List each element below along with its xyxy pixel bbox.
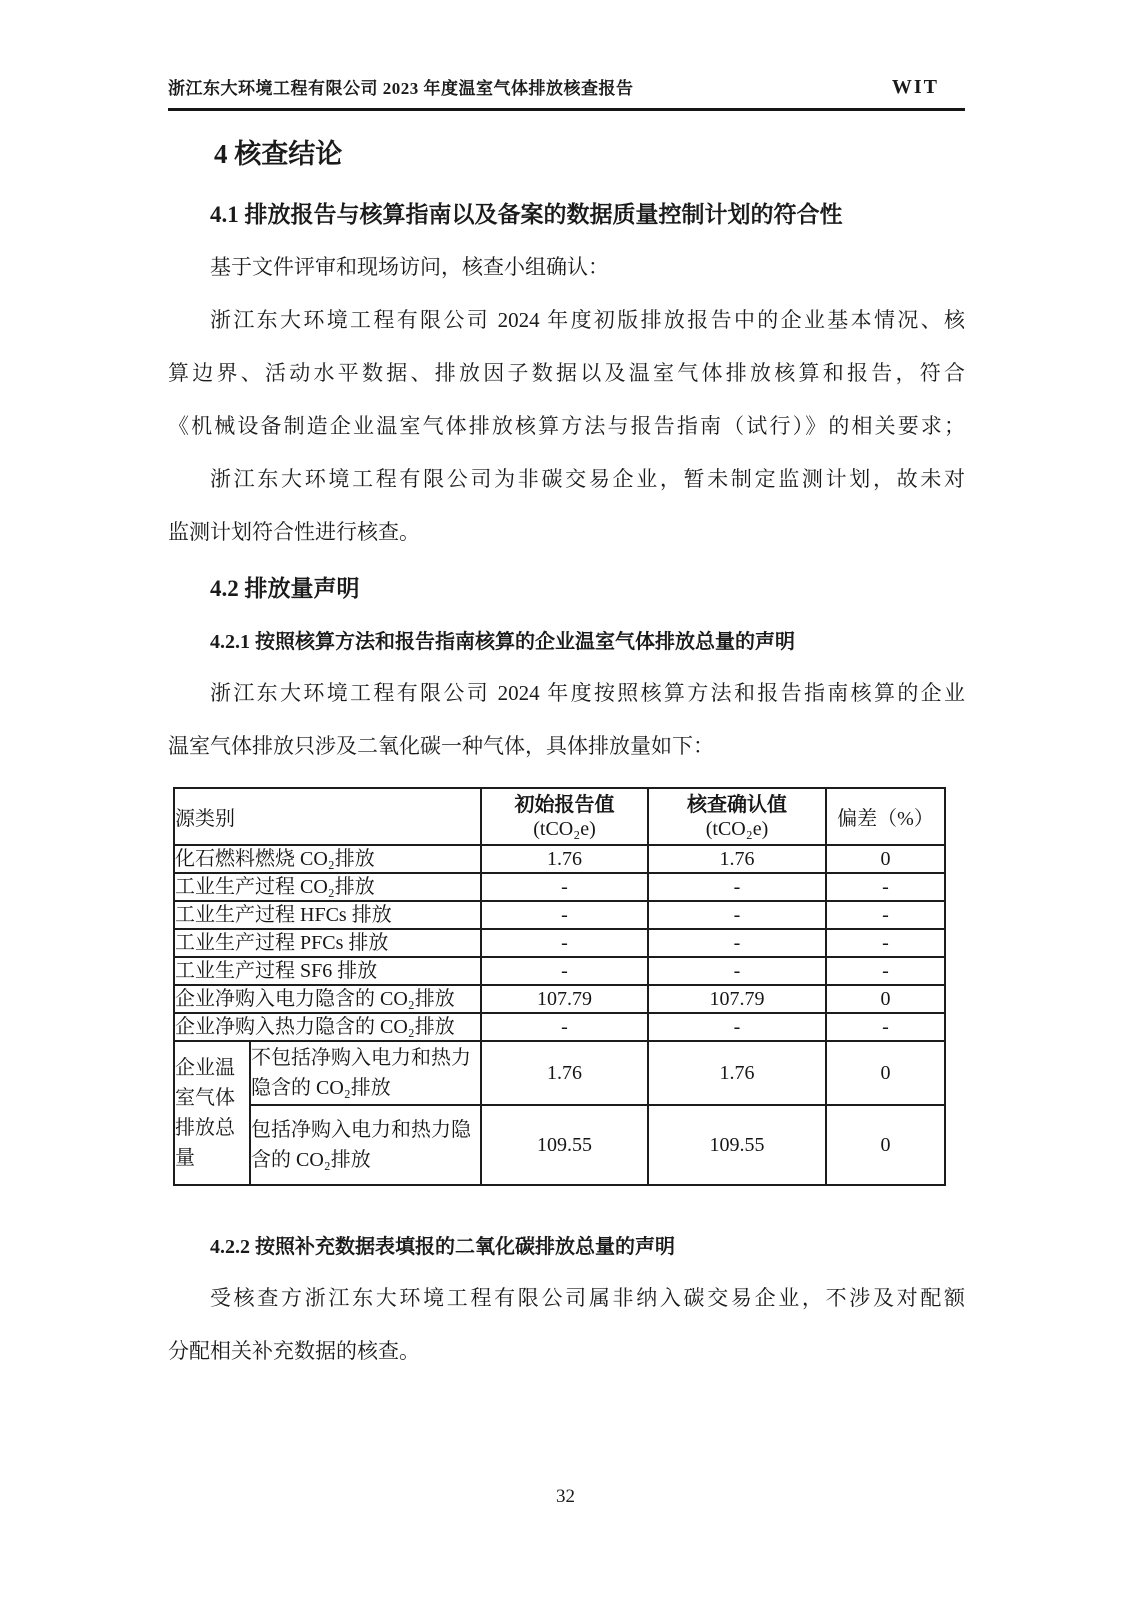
table-cell: -	[481, 929, 648, 957]
table-cell: -	[648, 1013, 826, 1041]
row-label: 工业生产过程 SF6 排放	[174, 957, 481, 985]
table-cell: 1.76	[648, 1041, 826, 1105]
row-label: 化石燃料燃烧 CO₂排放	[174, 845, 481, 873]
paragraph-4-2-1	[168, 667, 965, 773]
paragraph-line: 浙江东大环境工程有限公司 2024 年度初版排放报告中的企业基本情况、核	[210, 308, 965, 332]
row-label: 工业生产过程 CO₂排放	[174, 873, 481, 901]
paragraph-line: 基于文件评审和现场访问，核查小组确认：	[210, 255, 609, 279]
table-cell: 0	[826, 1105, 945, 1185]
table-row-total-excl	[174, 1041, 945, 1105]
table-cell: 109.55	[481, 1105, 648, 1185]
column-header-source: 源类别	[174, 788, 481, 845]
heading-4-2-1: 4.2.1 按照核算方法和报告指南核算的企业温室气体排放总量的声明	[210, 631, 795, 653]
table-cell: -	[826, 873, 945, 901]
table-cell: 0	[826, 1041, 945, 1105]
table-cell: -	[481, 957, 648, 985]
page-number: 32	[556, 1486, 575, 1507]
column-header-verified	[648, 788, 826, 845]
paragraph-line: 温室气体排放只涉及二氧化碳一种气体，具体排放量如下：	[168, 734, 714, 758]
column-header-initial-label: 初始报告值	[514, 793, 615, 816]
paragraph-line: 浙江东大环境工程有限公司为非碳交易企业，暂未制定监测计划，故未对	[210, 467, 965, 491]
heading-4-2-2: 4.2.2 按照补充数据表填报的二氧化碳排放总量的声明	[210, 1236, 675, 1258]
table-cell: -	[648, 873, 826, 901]
column-header-verified-label: 核查确认值	[687, 793, 787, 816]
table-row-total-incl	[174, 1105, 945, 1185]
heading-4: 4 核查结论	[214, 139, 343, 169]
table-cell: 1.76	[648, 845, 826, 873]
wit-logo: WIT	[891, 76, 939, 98]
column-header-initial-unit: (tCO₂e)	[533, 817, 596, 840]
table-cell: -	[648, 957, 826, 985]
heading-4-2: 4.2 排放量声明	[210, 576, 360, 601]
table-cell: 1.76	[481, 1041, 648, 1105]
paragraph-line: 分配相关补充数据的核查。	[168, 1339, 420, 1363]
header-divider	[168, 108, 965, 111]
paragraph-4-1-intro	[168, 241, 965, 559]
total-group-label: 企业温室气体排放总量	[174, 1041, 250, 1185]
paragraph-4-2-2	[168, 1272, 965, 1378]
table-cell: 107.79	[648, 985, 826, 1013]
emissions-table	[173, 787, 946, 1186]
paragraph-line: 《机械设备制造企业温室气体排放核算方法与报告指南（试行）》的相关要求；	[168, 414, 965, 438]
header-title: 浙江东大环境工程有限公司 2023 年度温室气体排放核查报告	[168, 79, 634, 98]
table-row	[174, 957, 945, 985]
table-header-row	[174, 788, 945, 845]
row-label: 企业净购入电力隐含的 CO₂排放	[174, 985, 481, 1013]
row-label: 包括净购入电力和热力隐含的 CO₂排放	[250, 1105, 481, 1185]
table-cell: 109.55	[648, 1105, 826, 1185]
heading-4-1: 4.1 排放报告与核算指南以及备案的数据质量控制计划的符合性	[210, 202, 843, 227]
table-cell: -	[481, 901, 648, 929]
row-label: 工业生产过程 PFCs 排放	[174, 929, 481, 957]
column-header-initial	[481, 788, 648, 845]
row-label: 工业生产过程 HFCs 排放	[174, 901, 481, 929]
table-cell: 1.76	[481, 845, 648, 873]
column-header-deviation: 偏差（%）	[826, 788, 945, 845]
table-row	[174, 873, 945, 901]
table-row	[174, 929, 945, 957]
paragraph-line: 监测计划符合性进行核查。	[168, 520, 420, 544]
table-cell: -	[826, 929, 945, 957]
table-cell: -	[826, 957, 945, 985]
table-cell: 0	[826, 845, 945, 873]
row-label: 企业净购入热力隐含的 CO₂排放	[174, 1013, 481, 1041]
table-row	[174, 985, 945, 1013]
table-cell: -	[648, 929, 826, 957]
column-header-verified-unit: (tCO₂e)	[705, 817, 769, 840]
table-row	[174, 901, 945, 929]
table-cell: -	[648, 901, 826, 929]
table-cell: -	[826, 1013, 945, 1041]
table-cell: 107.79	[481, 985, 648, 1013]
row-label: 不包括净购入电力和热力隐含的 CO₂排放	[250, 1041, 481, 1105]
table-cell: -	[826, 901, 945, 929]
table-cell: -	[481, 1013, 648, 1041]
paragraph-line: 受核查方浙江东大环境工程有限公司属非纳入碳交易企业，不涉及对配额	[210, 1286, 965, 1310]
page-header	[168, 74, 965, 99]
paragraph-line: 浙江东大环境工程有限公司 2024 年度按照核算方法和报告指南核算的企业	[210, 681, 965, 705]
table-cell: -	[481, 873, 648, 901]
table-cell: 0	[826, 985, 945, 1013]
paragraph-line: 算边界、活动水平数据、排放因子数据以及温室气体排放核算和报告，符合	[168, 361, 965, 385]
table-row	[174, 1013, 945, 1041]
table-row	[174, 845, 945, 873]
